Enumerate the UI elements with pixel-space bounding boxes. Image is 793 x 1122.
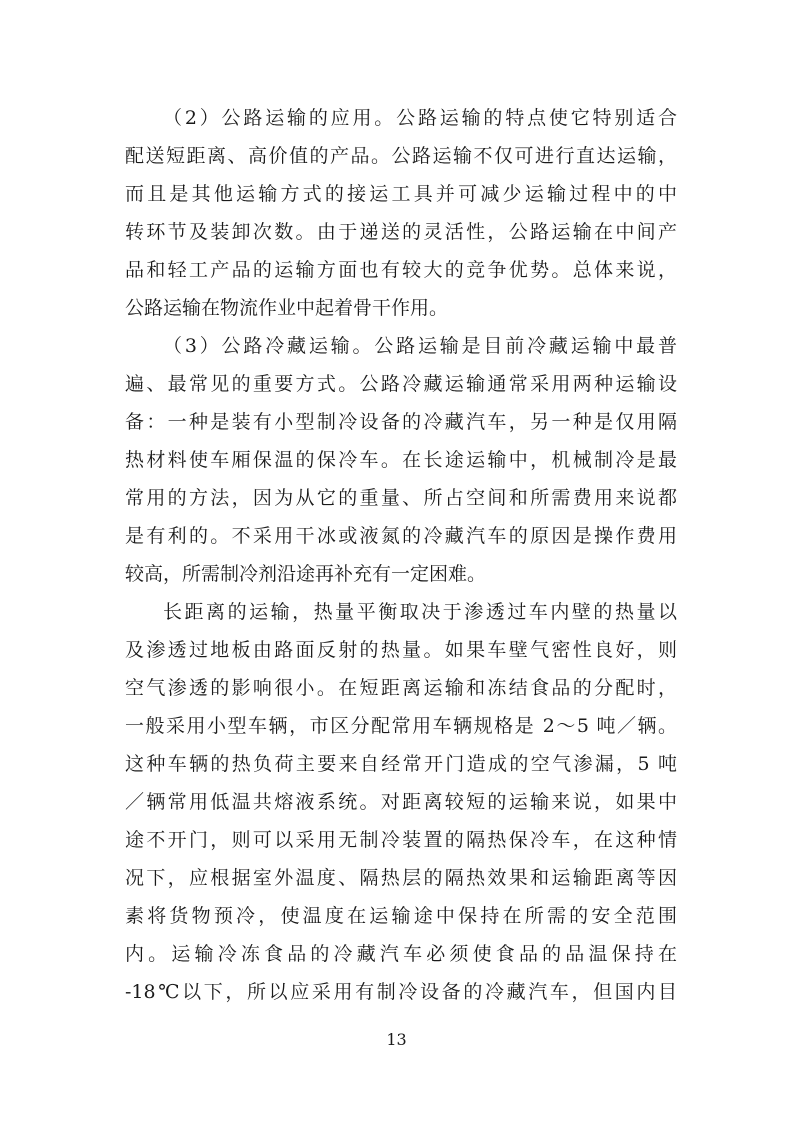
paragraph-3-line-3: 空气渗透的影响很小。在短距离运输和冻结食品的分配时， <box>125 677 677 699</box>
paragraph-3-line-10: 内。运输冷冻食品的冷藏汽车必须使食品的品温保持在 <box>125 943 677 965</box>
paragraph-2-line-6: 是有利的。不采用干冰或液氮的冷藏汽车的原因是操作费用 <box>125 525 677 547</box>
paragraph-3-line-1: 长距离的运输，热量平衡取决于渗透过车内壁的热量以 <box>163 601 677 623</box>
paragraph-1-line-6: 公路运输在物流作业中起着骨干作用。 <box>125 297 449 319</box>
paragraph-3-line-2: 及渗透过地板由路面反射的热量。如果车壁气密性良好，则 <box>125 639 677 661</box>
paragraph-2-line-2: 遍、最常见的重要方式。公路冷藏运输通常采用两种运输设 <box>125 373 677 395</box>
paragraph-1-line-3: 而且是其他运输方式的接运工具并可减少运输过程中的中 <box>125 183 677 205</box>
page-number: 13 <box>386 1030 407 1049</box>
paragraph-2-line-5: 常用的方法，因为从它的重量、所占空间和所需费用来说都 <box>125 487 677 509</box>
paragraph-1-line-1: （2）公路运输的应用。公路运输的特点使它特别适合 <box>163 107 677 129</box>
paragraph-3-line-6: ／辆常用低温共熔液系统。对距离较短的运输来说，如果中 <box>125 791 677 813</box>
paragraph-2-line-7: 较高，所需制冷剂沿途再补充有一定困难。 <box>125 563 487 585</box>
paragraph-3-line-9: 素将货物预冷，使温度在运输途中保持在所需的安全范围 <box>125 905 677 927</box>
paragraph-3-line-7: 途不开门，则可以采用无制冷装置的隔热保冷车，在这种情 <box>125 829 677 851</box>
paragraph-3-line-8: 况下，应根据室外温度、隔热层的隔热效果和运输距离等因 <box>125 867 677 889</box>
paragraph-2-line-1: （3）公路冷藏运输。公路运输是目前冷藏运输中最普 <box>163 335 677 357</box>
paragraph-2-line-4: 热材料使车厢保温的保冷车。在长途运输中，机械制冷是最 <box>125 449 677 471</box>
paragraph-1-line-2: 配送短距离、高价值的产品。公路运输不仅可进行直达运输， <box>125 145 677 167</box>
paragraph-2-line-3: 备：一种是装有小型制冷设备的冷藏汽车，另一种是仅用隔 <box>125 411 677 433</box>
paragraph-1-line-4: 转环节及装卸次数。由于递送的灵活性，公路运输在中间产 <box>125 221 677 243</box>
paragraph-3-line-11: -18℃以下，所以应采用有制冷设备的冷藏汽车，但国内目 <box>125 981 677 1003</box>
paragraph-3-line-5: 这种车辆的热负荷主要来自经常开门造成的空气渗漏，5 吨 <box>125 753 677 775</box>
paragraph-3-line-4: 一般采用小型车辆，市区分配常用车辆规格是 2～5 吨／辆。 <box>125 715 677 737</box>
paragraph-1-line-5: 品和轻工产品的运输方面也有较大的竞争优势。总体来说， <box>125 259 677 281</box>
